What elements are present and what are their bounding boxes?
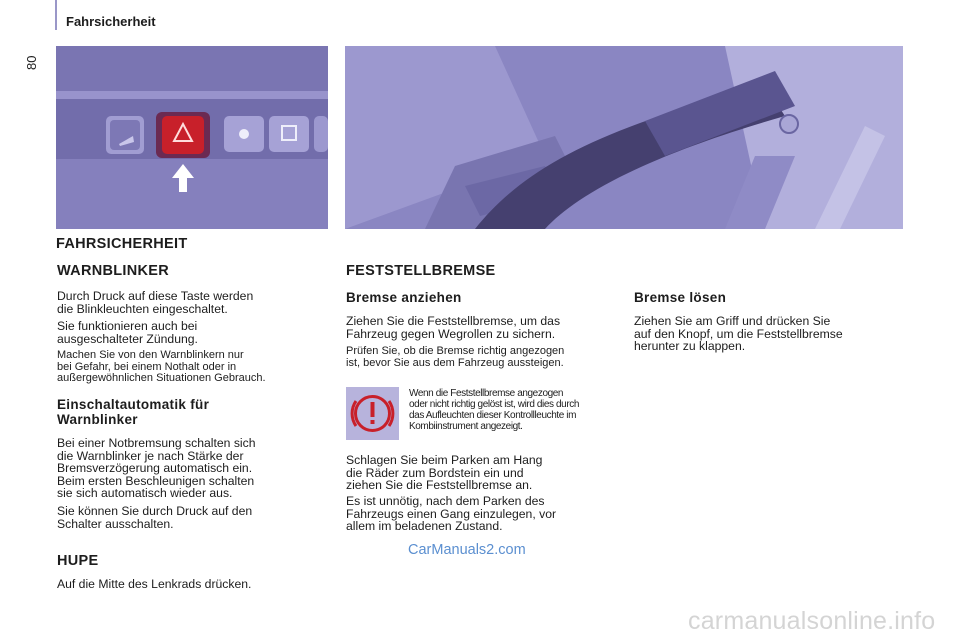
bremse-anziehen-paragraph-1: Ziehen Sie die Feststellbremse, um das Fahrzeug gegen Wegrollen zu sichern. <box>346 314 561 341</box>
brake-warning-note: Wenn die Feststellbremse angezogen oder nicht richtig gelöst ist, wird dies durch das Aufleuchten dieser Kontrollleuchte im Kombiinstrument angezeigt. <box>409 388 580 432</box>
einschaltautomatik-paragraph-1: Bei einer Notbremsung schalten sich die Warnblinker je nach Stärke der Bremsverzögerung automatisch ein. Beim ersten Beschleunigen schalten sie sich automatisch wieder aus. <box>57 436 256 500</box>
warnblinker-paragraph-3: Machen Sie von den Warnblinkern nur bei Gefahr, bei einem Nothalt oder in außergewöhnlichen Situationen Gebrauch. <box>57 349 266 384</box>
feststellbremse-heading: FESTSTELLBREMSE <box>346 263 496 279</box>
brake-warning-light-icon <box>346 387 399 440</box>
section-title: Fahrsicherheit <box>66 14 156 29</box>
warnblinker-paragraph-1: Durch Druck auf diese Taste werden die Blinkleuchten eingeschaltet. <box>57 289 254 316</box>
bremse-anziehen-paragraph-2: Prüfen Sie, ob die Bremse richtig angezogen ist, bevor Sie aus dem Fahrzeug aussteigen. <box>346 345 565 369</box>
bremse-anziehen-paragraph-3: Schlagen Sie beim Parken am Hang die Räder zum Bordstein ein und ziehen Sie die Feststellbremse an. <box>346 453 543 492</box>
bremse-anziehen-paragraph-4: Es ist unnötig, nach dem Parken des Fahrzeugs einen Gang einzulegen, vor allem im beladenen Zustand. <box>346 494 557 533</box>
hazard-switch-illustration <box>56 46 328 229</box>
hupe-text: Auf die Mitte des Lenkrads drücken. <box>57 577 252 591</box>
page-number: 80 <box>24 55 39 70</box>
einschaltautomatik-paragraph-2: Sie können Sie durch Druck auf den Schalter ausschalten. <box>57 504 253 531</box>
warnblinker-heading: WARNBLINKER <box>57 263 170 279</box>
einschaltautomatik-heading: Einschaltautomatik für Warnblinker <box>57 397 210 427</box>
bremse-anziehen-heading: Bremse anziehen <box>346 290 462 305</box>
footer-watermark: carmanualsonline.info <box>688 607 936 635</box>
hupe-heading: HUPE <box>57 553 99 569</box>
bremse-loesen-heading: Bremse lösen <box>634 290 727 305</box>
carmanuals-watermark[interactable]: CarManuals2.com <box>408 542 526 558</box>
parking-brake-illustration <box>345 46 903 229</box>
page-heading: FAHRSICHERHEIT <box>56 236 188 252</box>
warnblinker-paragraph-2: Sie funktionieren auch bei ausgeschalteter Zündung. <box>57 319 198 346</box>
section-accent-bar <box>55 0 57 30</box>
bremse-loesen-paragraph: Ziehen Sie am Griff und drücken Sie auf den Knopf, um die Feststellbremse herunter zu klappen. <box>634 314 843 353</box>
